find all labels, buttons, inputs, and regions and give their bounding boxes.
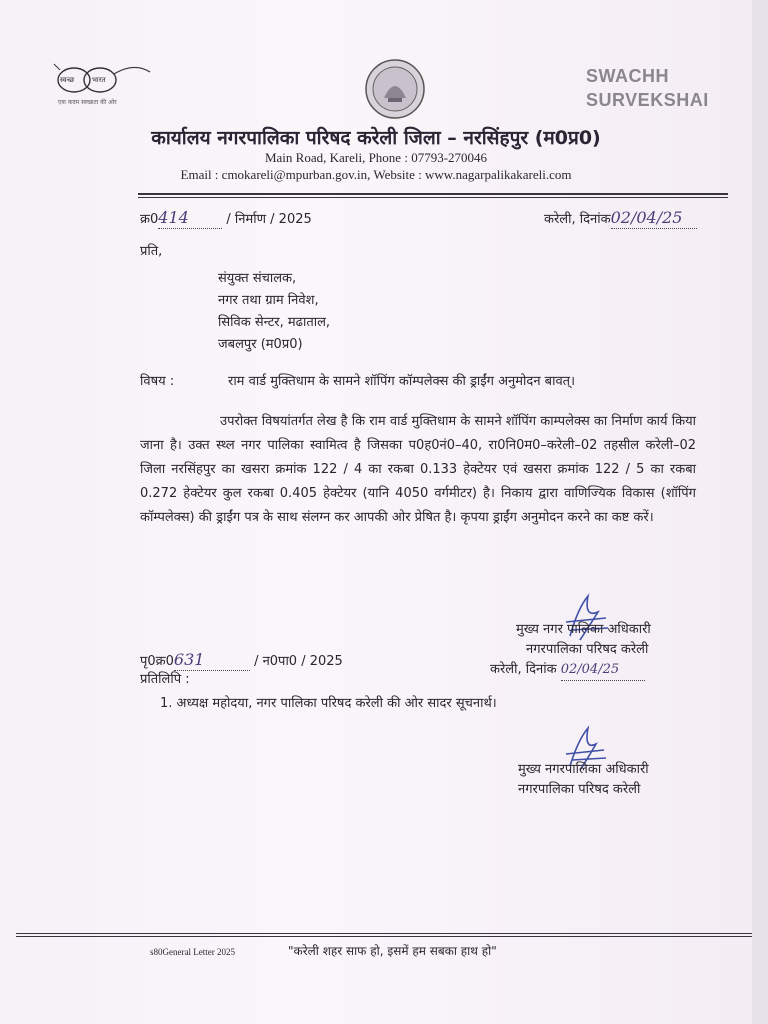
swachh-logo-left-text: स्वच्छ xyxy=(60,76,75,84)
copy-ref-suffix: / न0पा0 / 2025 xyxy=(254,654,343,669)
swachh-logo-right-text: भारत xyxy=(92,76,106,84)
copy-place-date-label: करेली, दिनांक xyxy=(490,662,557,677)
footer-divider xyxy=(16,933,752,934)
swachh-tagline: एक कदम स्वच्छता की ओर xyxy=(58,99,117,106)
subject-label: विषय : xyxy=(140,374,175,389)
footer-divider-thin xyxy=(16,936,752,937)
form-code: s80General Letter 2025 xyxy=(150,947,235,957)
body-text: उपरोक्त विषयांतर्गत लेख है कि राम वार्ड मुक्तिधाम के सामने शॉपिंग काम्पलेक्स का निर्माण कार्य किया जाना है। उक्त स्थ्ल नगर पालिका स्वामित्व है जिसका प0ह0नं0–40, रा0नि0म0–करेली–02 तहसील करेली–02 जिला नरसिंहपुर का खसरा क्रमांक 122 / 4 का रकबा 0.133 हेक्टेयर एवं खसरा क्रमांक 122 / 5 का रकबा 0.272 हेक्टेयर कुल रकबा 0.405 हेक्टेयर (यानि 4050 वर्गमीटर) है। निकाय द्वारा वाणिज्यिक विकास (शॉपिंग कॉम्पलेक्स) की ड्राईंग पत्र के साथ संलग्न कर आपकी ओर प्रेषित है। कृपया ड्राईंग अनुमोदन करने का कष्ट करें। xyxy=(140,414,696,525)
copy-item: 1. अध्यक्ष महोदया, नगर पालिका परिषद करेली की ओर सादर सूचनार्थ। xyxy=(160,696,497,711)
footer-slogan: "करेली शहर साफ हो, इसमें हम सबका हाथ हो" xyxy=(288,944,497,958)
letter-date: 02/04/25 xyxy=(611,208,697,229)
ref-prefix: क्र0 xyxy=(140,212,159,227)
office-contact: Email : cmokareli@mpurban.gov.in, Website : www.nagarpalikakareli.com xyxy=(180,167,572,182)
office-title: कार्यालय नगरपालिका परिषद करेली जिला – नरसिंहपुर (म0प्र0) xyxy=(151,127,601,149)
recipient-block xyxy=(218,268,330,356)
to-label: प्रति, xyxy=(140,244,163,259)
letter-reference xyxy=(140,208,312,230)
copy-signatory-title: मुख्य नगरपालिका अधिकारी xyxy=(518,762,649,777)
paper-edge xyxy=(752,0,768,1024)
copy-label: प्रतिलिपि : xyxy=(140,672,190,687)
header-divider-thin xyxy=(138,197,728,198)
letter-body xyxy=(140,410,696,530)
signatory-office: नगरपालिका परिषद करेली xyxy=(526,642,649,657)
ref-suffix: / निर्माण / 2025 xyxy=(226,212,312,227)
swachh-title-line1: SWACHH xyxy=(586,66,669,86)
letter-date-line xyxy=(544,208,697,230)
recipient-line: जबलपुर (म0प्र0) xyxy=(218,337,303,352)
recipient-line: सिविक सेन्टर, मढाताल, xyxy=(218,315,331,330)
copy-ref-prefix: पृ0क्र0 xyxy=(140,654,174,669)
office-address: Main Road, Kareli, Phone : 07793-270046 xyxy=(264,150,488,165)
government-seal-icon xyxy=(364,58,426,120)
subject-text: राम वार्ड मुक्तिधाम के सामने शॉपिंग कॉम्पलेक्स की ड्राईंग अनुमोदन बावत्। xyxy=(228,374,576,389)
swachh-title-line2: SURVEKSHAI xyxy=(586,90,709,110)
copy-date: 02/04/25 xyxy=(561,660,645,681)
copy-ref-number: 631 xyxy=(174,650,250,671)
recipient-line: संयुक्त संचालक, xyxy=(218,271,297,286)
header-divider xyxy=(138,193,728,195)
swachh-survekshan-title xyxy=(586,64,709,112)
ref-number: 414 xyxy=(158,208,222,229)
copy-date-line xyxy=(490,660,645,681)
place-date-label: करेली, दिनांक xyxy=(544,212,611,227)
copy-signatory-office: नगरपालिका परिषद करेली xyxy=(518,782,641,797)
recipient-line: नगर तथा ग्राम निवेश, xyxy=(218,293,319,308)
copy-reference xyxy=(140,650,343,672)
signatory-title: मुख्य नगर पालिका अधिकारी xyxy=(516,622,651,637)
